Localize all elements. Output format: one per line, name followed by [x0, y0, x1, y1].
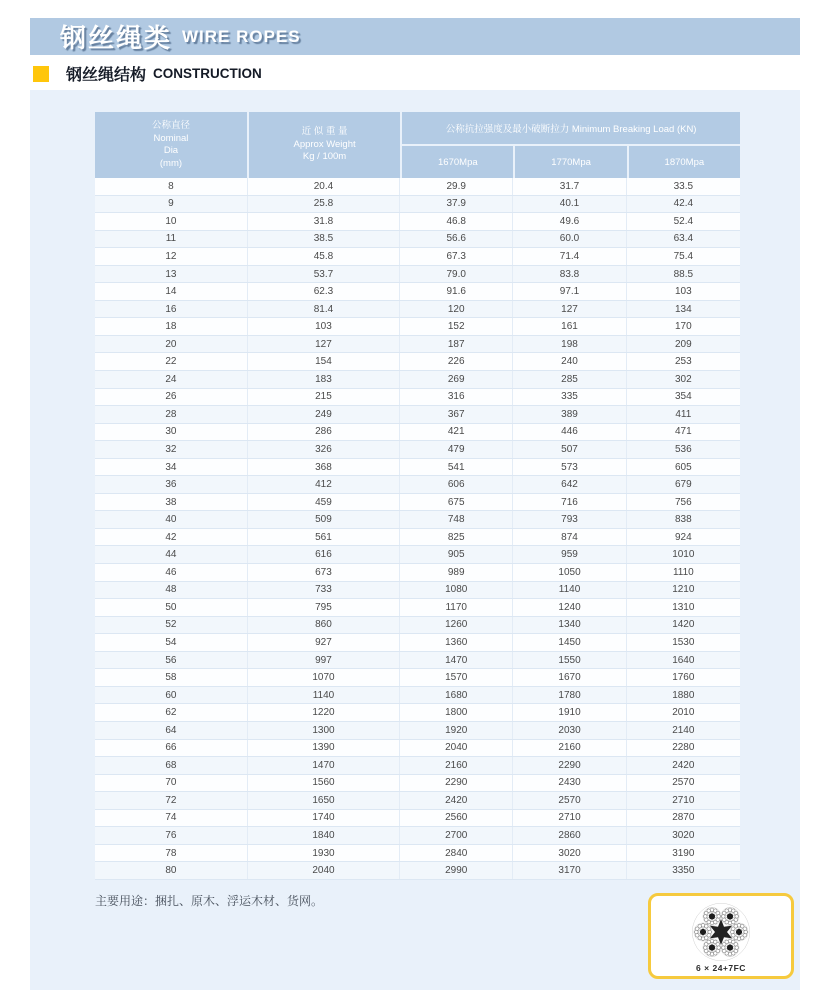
table-cell: 748 — [400, 511, 513, 528]
table-cell: 37.9 — [400, 196, 513, 213]
table-cell: 1170 — [400, 599, 513, 616]
table-row — [95, 371, 740, 389]
table-cell: 103 — [674, 286, 692, 298]
table-cell: 421 — [400, 424, 513, 441]
wire-rope-spec-table — [95, 112, 740, 880]
table-cell: 2860 — [513, 827, 626, 844]
table-cell: 354 — [674, 391, 692, 403]
table-row — [95, 617, 740, 635]
table-cell: 44 — [95, 546, 248, 563]
table-cell: 253 — [674, 356, 692, 368]
table-cell: 1910 — [513, 704, 626, 721]
table-row — [95, 266, 740, 284]
table-cell: 1550 — [513, 652, 626, 669]
table-cell: 997 — [248, 652, 400, 669]
table-cell: 103 — [248, 318, 400, 335]
table-cell: 249 — [248, 406, 400, 423]
table-row — [95, 283, 740, 301]
table-cell: 507 — [513, 441, 626, 458]
table-cell: 733 — [248, 582, 400, 599]
table-row — [95, 511, 740, 529]
column-header-approx-weight — [249, 112, 400, 178]
table-row — [95, 582, 740, 600]
table-row — [95, 827, 740, 845]
table-cell: 1780 — [513, 687, 626, 704]
table-cell: 1050 — [513, 564, 626, 581]
table-cell: 367 — [400, 406, 513, 423]
table-cell: 40.1 — [513, 196, 626, 213]
table-cell: 83.8 — [513, 266, 626, 283]
table-row — [95, 318, 740, 336]
table-cell: 46.8 — [400, 213, 513, 230]
table-cell: 9 — [95, 196, 248, 213]
table-cell: 285 — [513, 371, 626, 388]
table-cell: 40 — [95, 511, 248, 528]
table-cell: 1930 — [248, 845, 400, 862]
table-cell: 3020 — [672, 830, 695, 841]
page-title-bar — [30, 18, 800, 55]
table-cell: 1420 — [672, 619, 695, 631]
table-cell: 22 — [95, 353, 248, 370]
table-row — [95, 669, 740, 687]
table-cell: 64 — [95, 722, 248, 739]
table-cell: 134 — [674, 303, 692, 315]
table-cell: 471 — [674, 426, 692, 438]
table-cell: 1390 — [248, 740, 400, 757]
table-cell: 1220 — [248, 704, 400, 721]
table-cell: 616 — [248, 546, 400, 563]
table-row — [95, 546, 740, 564]
table-cell: 31.7 — [513, 178, 626, 195]
table-row — [95, 231, 740, 249]
table-row — [95, 529, 740, 547]
table-cell: 26 — [95, 389, 248, 406]
table-cell: 573 — [513, 459, 626, 476]
subtitle-english: CONSTRUCTION — [153, 66, 262, 81]
table-cell: 54 — [95, 634, 248, 651]
table-cell: 45.8 — [248, 248, 400, 265]
table-row — [95, 248, 740, 266]
table-cell: 389 — [513, 406, 626, 423]
table-cell: 67.3 — [400, 248, 513, 265]
table-cell: 38.5 — [248, 231, 400, 248]
table-cell: 71.4 — [513, 248, 626, 265]
header-line: (mm) — [159, 157, 183, 169]
table-cell: 33.5 — [673, 180, 694, 192]
table-cell: 18 — [95, 318, 248, 335]
table-row — [95, 775, 740, 793]
table-cell: 1920 — [400, 722, 513, 739]
table-cell: 825 — [400, 529, 513, 546]
table-row — [95, 389, 740, 407]
table-cell: 536 — [674, 443, 692, 455]
table-cell: 989 — [400, 564, 513, 581]
table-cell: 46 — [95, 564, 248, 581]
table-row — [95, 476, 740, 494]
table-cell: 1450 — [513, 634, 626, 651]
table-cell: 1010 — [672, 549, 695, 561]
subtitle-chinese: 钢丝绳结构 — [66, 67, 147, 84]
table-cell: 874 — [513, 529, 626, 546]
table-header — [95, 112, 740, 178]
table-cell: 2710 — [513, 810, 626, 827]
table-cell: 49.6 — [513, 213, 626, 230]
table-cell: 81.4 — [248, 301, 400, 318]
table-cell: 412 — [248, 476, 400, 493]
breaking-load-group-label: 公称抗拉强度及最小破断拉力 Minimum Breaking Load (KN) — [402, 112, 740, 144]
table-row — [95, 599, 740, 617]
table-cell: 240 — [513, 353, 626, 370]
table-cell: 226 — [400, 353, 513, 370]
table-cell: 479 — [400, 441, 513, 458]
table-cell: 30 — [95, 424, 248, 441]
table-row — [95, 704, 740, 722]
table-row — [95, 494, 740, 512]
usage-note: 主要用途：捆扎、原木、浮运木材、货网。 — [95, 894, 324, 908]
table-cell: 793 — [513, 511, 626, 528]
column-header-1770mpa: 1770Mpa — [515, 146, 626, 178]
table-cell: 459 — [248, 494, 400, 511]
table-cell: 36 — [95, 476, 248, 493]
table-cell: 183 — [248, 371, 400, 388]
table-cell: 1110 — [672, 566, 694, 578]
table-cell: 2290 — [513, 757, 626, 774]
table-cell: 76 — [95, 827, 248, 844]
table-cell: 78 — [95, 845, 248, 862]
table-cell: 60 — [95, 687, 248, 704]
table-cell: 42.4 — [673, 198, 694, 210]
header-line: 近 似 重 量 — [301, 126, 348, 138]
table-cell: 20 — [95, 336, 248, 353]
table-cell: 2560 — [400, 810, 513, 827]
table-cell: 605 — [674, 461, 692, 473]
table-cell: 3190 — [672, 847, 695, 859]
table-cell: 2040 — [248, 862, 400, 879]
table-cell: 16 — [95, 301, 248, 318]
table-cell: 541 — [400, 459, 513, 476]
table-cell: 20.4 — [248, 178, 400, 195]
table-cell: 2990 — [400, 862, 513, 879]
table-cell: 74 — [95, 810, 248, 827]
table-cell: 24 — [95, 371, 248, 388]
table-cell: 127 — [248, 336, 400, 353]
table-cell: 1650 — [248, 792, 400, 809]
table-cell: 10 — [95, 213, 248, 230]
table-cell: 2840 — [400, 845, 513, 862]
table-cell: 25.8 — [248, 196, 400, 213]
table-cell: 326 — [248, 441, 400, 458]
table-cell: 1840 — [248, 827, 400, 844]
table-cell: 1470 — [248, 757, 400, 774]
table-cell: 31.8 — [248, 213, 400, 230]
table-cell: 29.9 — [400, 178, 513, 195]
table-row — [95, 722, 740, 740]
table-cell: 1760 — [672, 672, 695, 684]
table-row — [95, 459, 740, 477]
table-cell: 302 — [674, 373, 692, 385]
table-cell: 286 — [248, 424, 400, 441]
table-cell: 34 — [95, 459, 248, 476]
table-row — [95, 810, 740, 828]
table-cell: 1740 — [248, 810, 400, 827]
table-row — [95, 196, 740, 214]
table-cell: 1680 — [400, 687, 513, 704]
rope-cross-section-icon — [691, 902, 751, 962]
table-cell: 673 — [248, 564, 400, 581]
table-cell: 2870 — [672, 812, 695, 824]
table-cell: 838 — [674, 514, 692, 526]
table-row — [95, 862, 740, 880]
table-cell: 75.4 — [673, 250, 694, 262]
table-cell: 38 — [95, 494, 248, 511]
table-row — [95, 634, 740, 652]
table-cell: 335 — [513, 389, 626, 406]
table-cell: 1640 — [672, 654, 695, 666]
table-row — [95, 353, 740, 371]
table-cell: 1360 — [400, 634, 513, 651]
column-header-1870mpa: 1870Mpa — [629, 146, 740, 178]
table-cell: 3350 — [672, 865, 695, 877]
table-cell: 1260 — [400, 617, 513, 634]
table-cell: 70 — [95, 775, 248, 792]
table-cell: 2570 — [672, 777, 695, 789]
table-cell: 924 — [674, 531, 692, 543]
table-row — [95, 792, 740, 810]
table-cell: 80 — [95, 862, 248, 879]
table-cell: 42 — [95, 529, 248, 546]
table-cell: 509 — [248, 511, 400, 528]
table-cell: 56 — [95, 652, 248, 669]
table-cell: 58 — [95, 669, 248, 686]
table-cell: 1240 — [513, 599, 626, 616]
table-row — [95, 424, 740, 442]
column-header-1670mpa: 1670Mpa — [402, 146, 513, 178]
table-cell: 198 — [513, 336, 626, 353]
table-cell: 72 — [95, 792, 248, 809]
table-cell: 905 — [400, 546, 513, 563]
table-cell: 120 — [400, 301, 513, 318]
table-row — [95, 564, 740, 582]
table-cell: 52.4 — [673, 215, 694, 227]
table-row — [95, 845, 740, 863]
table-cell: 63.4 — [673, 233, 694, 245]
table-cell: 8 — [95, 178, 248, 195]
table-cell: 959 — [513, 546, 626, 563]
header-line: Approx Weight — [293, 138, 356, 150]
table-cell: 170 — [674, 321, 692, 333]
table-cell: 1880 — [672, 689, 695, 701]
table-cell: 11 — [95, 231, 248, 248]
table-cell: 3020 — [513, 845, 626, 862]
table-cell: 1570 — [400, 669, 513, 686]
table-cell: 2040 — [400, 740, 513, 757]
page-title-chinese: 钢丝绳类 — [60, 23, 173, 53]
table-cell: 187 — [400, 336, 513, 353]
header-line: Dia — [163, 145, 179, 156]
table-cell: 642 — [513, 476, 626, 493]
table-row — [95, 757, 740, 775]
table-cell: 66 — [95, 740, 248, 757]
table-cell: 606 — [400, 476, 513, 493]
table-cell: 152 — [400, 318, 513, 335]
table-cell: 12 — [95, 248, 248, 265]
section-subtitle — [33, 62, 262, 85]
table-cell: 446 — [513, 424, 626, 441]
table-cell: 1210 — [672, 584, 695, 596]
table-cell: 2420 — [400, 792, 513, 809]
table-cell: 91.6 — [400, 283, 513, 300]
table-cell: 62 — [95, 704, 248, 721]
page-title-english: WIRE ROPES — [182, 26, 301, 46]
table-cell: 1140 — [513, 582, 626, 599]
table-cell: 716 — [513, 494, 626, 511]
breaking-load-subheaders — [402, 146, 740, 178]
table-cell: 13 — [95, 266, 248, 283]
table-cell: 2010 — [672, 707, 695, 719]
table-cell: 2430 — [513, 775, 626, 792]
table-row — [95, 687, 740, 705]
table-cell: 1310 — [672, 601, 695, 613]
table-cell: 97.1 — [513, 283, 626, 300]
table-cell: 14 — [95, 283, 248, 300]
content-panel — [30, 90, 800, 990]
table-row — [95, 740, 740, 758]
table-cell: 1800 — [400, 704, 513, 721]
table-cell: 411 — [675, 408, 692, 420]
table-cell: 62.3 — [248, 283, 400, 300]
table-cell: 56.6 — [400, 231, 513, 248]
table-cell: 52 — [95, 617, 248, 634]
table-cell: 561 — [248, 529, 400, 546]
table-cell: 60.0 — [513, 231, 626, 248]
header-line: Nominal — [153, 132, 189, 144]
table-cell: 2280 — [672, 742, 695, 754]
table-cell: 127 — [513, 301, 626, 318]
table-row — [95, 213, 740, 231]
table-row — [95, 652, 740, 670]
table-cell: 795 — [248, 599, 400, 616]
table-cell: 1300 — [248, 722, 400, 739]
table-cell: 79.0 — [400, 266, 513, 283]
table-cell: 53.7 — [248, 266, 400, 283]
table-cell: 2140 — [672, 724, 695, 736]
rope-cross-section-box — [648, 893, 794, 979]
table-body — [95, 178, 740, 880]
table-cell: 154 — [248, 353, 400, 370]
table-cell: 927 — [248, 634, 400, 651]
table-cell: 1670 — [513, 669, 626, 686]
table-cell: 2570 — [513, 792, 626, 809]
table-cell: 2710 — [672, 794, 695, 806]
column-header-nominal-dia — [95, 112, 247, 178]
table-cell: 1340 — [513, 617, 626, 634]
table-cell: 2160 — [513, 740, 626, 757]
table-cell: 32 — [95, 441, 248, 458]
table-row — [95, 178, 740, 196]
table-cell: 1070 — [248, 669, 400, 686]
table-cell: 368 — [248, 459, 400, 476]
table-cell: 1530 — [672, 636, 695, 648]
table-cell: 860 — [248, 617, 400, 634]
table-cell: 2700 — [400, 827, 513, 844]
table-cell: 2420 — [672, 759, 695, 771]
table-cell: 1470 — [400, 652, 513, 669]
table-cell: 68 — [95, 757, 248, 774]
rope-construction-label: 6 × 24+7FC — [696, 962, 746, 973]
table-cell: 756 — [674, 496, 692, 508]
table-cell: 50 — [95, 599, 248, 616]
table-row — [95, 301, 740, 319]
header-line: 公称直径 — [151, 120, 190, 131]
column-header-breaking-load-group — [402, 112, 740, 178]
table-cell: 1560 — [248, 775, 400, 792]
table-cell: 316 — [400, 389, 513, 406]
table-cell: 2160 — [400, 757, 513, 774]
table-cell: 215 — [248, 389, 400, 406]
table-cell: 1140 — [248, 687, 400, 704]
table-row — [95, 441, 740, 459]
yellow-bullet-icon — [33, 66, 49, 82]
table-cell: 269 — [400, 371, 513, 388]
table-cell: 3170 — [513, 862, 626, 879]
table-cell: 48 — [95, 582, 248, 599]
table-cell: 2290 — [400, 775, 513, 792]
table-cell: 88.5 — [673, 268, 694, 280]
header-line: Kg / 100m — [302, 151, 347, 163]
table-cell: 675 — [400, 494, 513, 511]
table-cell: 209 — [674, 338, 692, 350]
table-cell: 1080 — [400, 582, 513, 599]
table-cell: 679 — [674, 479, 692, 491]
table-row — [95, 336, 740, 354]
table-row — [95, 406, 740, 424]
table-cell: 161 — [513, 318, 626, 335]
table-cell: 28 — [95, 406, 248, 423]
table-cell: 2030 — [513, 722, 626, 739]
